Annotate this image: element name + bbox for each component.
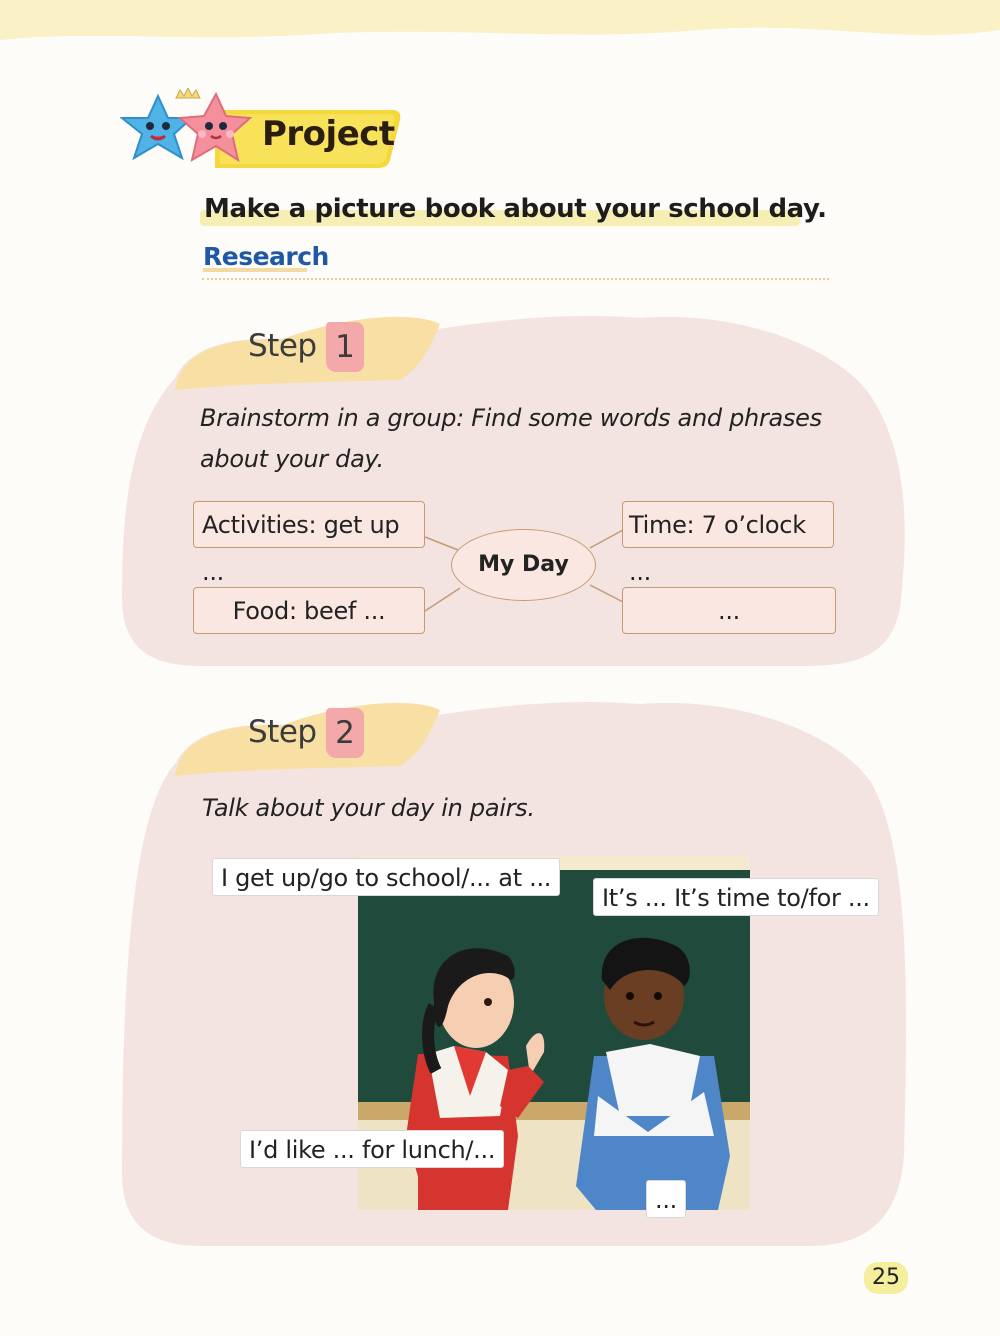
- step2-instruction: Talk about your day in pairs.: [202, 794, 535, 822]
- speech-bubble-boy-top: It’s ... It’s time to/for ...: [593, 878, 879, 916]
- page-number: 25: [864, 1262, 908, 1294]
- mind-map-food-box: Food: beef ...: [193, 587, 425, 634]
- step2-label: Step: [248, 714, 317, 750]
- step2-number: 2: [326, 708, 364, 758]
- task-title: Make a picture book about your school day.: [204, 194, 827, 224]
- mind-map-more-box: ...: [622, 587, 836, 634]
- speech-bubble-girl-bottom: I’d like ... for lunch/...: [240, 1130, 504, 1168]
- speech-bubble-boy-bottom: ...: [646, 1180, 686, 1218]
- mind-map-activities-box: Activities: get up ...: [193, 501, 425, 548]
- step1-label: Step: [248, 328, 317, 364]
- research-label: Research: [203, 242, 329, 271]
- mind-map-time-box: Time: 7 o’clock ...: [622, 501, 834, 548]
- speech-bubble-girl-top: I get up/go to school/... at ...: [212, 858, 560, 896]
- step1-instruction-line2: about your day.: [200, 445, 384, 473]
- top-wave-decoration: [0, 0, 1000, 60]
- mind-map-center: My Day: [451, 529, 596, 601]
- dotted-divider: [202, 278, 829, 280]
- step1-number: 1: [326, 322, 364, 372]
- project-label: Project: [262, 114, 395, 154]
- step1-instruction-line1: Brainstorm in a group: Find some words and phrases: [200, 404, 822, 432]
